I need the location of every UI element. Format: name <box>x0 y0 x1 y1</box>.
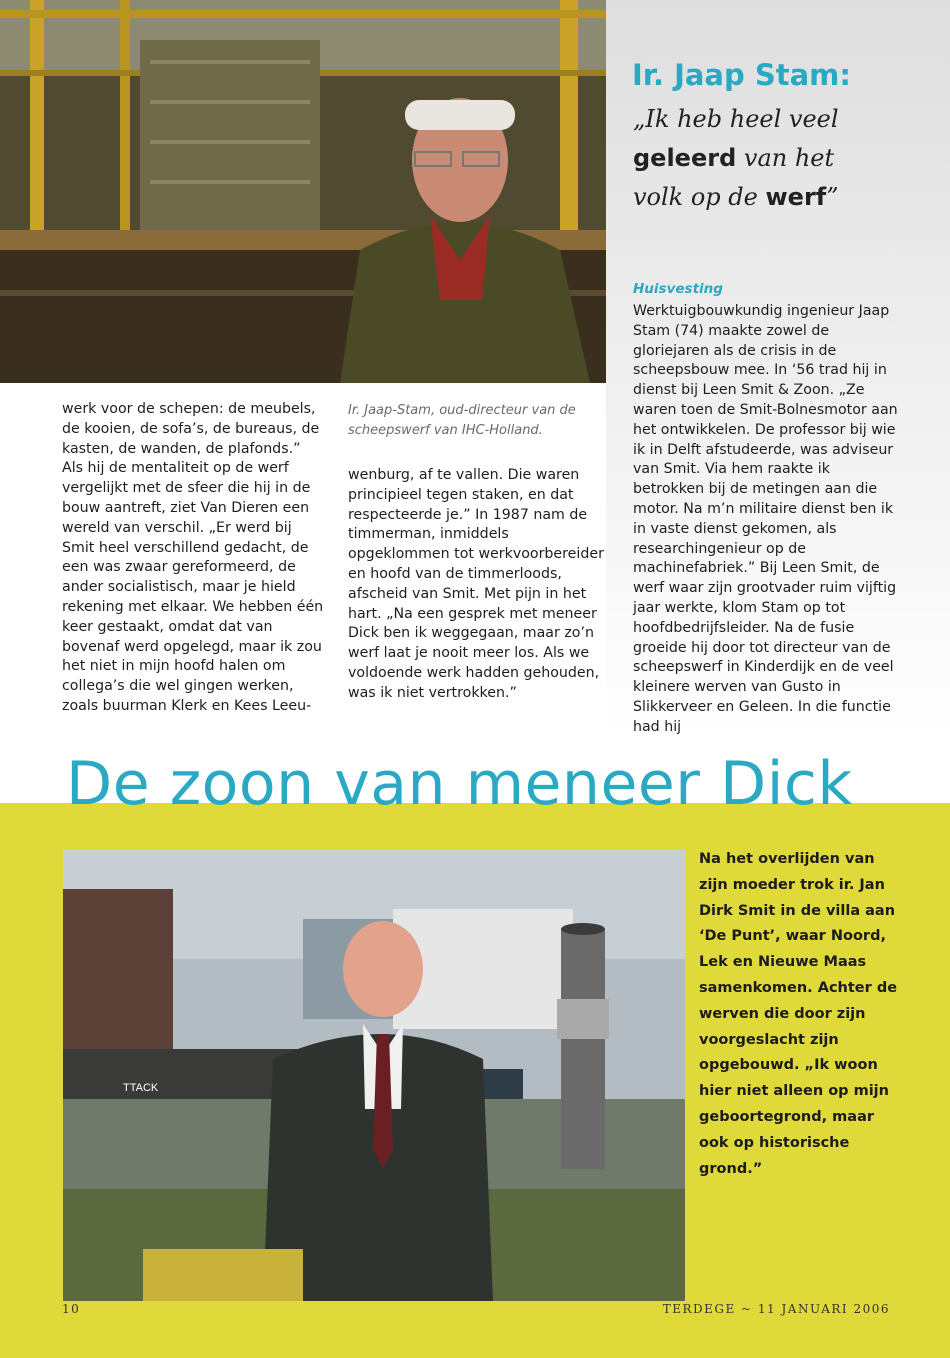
quote-emphasis: geleerd <box>633 144 737 172</box>
quote-text: ” <box>826 183 839 211</box>
article-column-2 <box>348 466 610 704</box>
article-column-3 <box>633 302 903 738</box>
quote-line <box>633 139 933 178</box>
quote-line <box>633 100 933 139</box>
boat-name-label: TTACK <box>123 1082 159 1094</box>
section-headline: De zoon van meneer Dick <box>66 749 853 819</box>
harbour-photo <box>63 849 685 1301</box>
shipyard-photo <box>0 0 606 383</box>
page-number: 10 <box>62 1302 81 1316</box>
column-text: werk voor de schepen: de meubels, de kooien, de sofa’s, de bureaus, de kasten, de wanden, de plafonds.” Als hij de mentaliteit op de werf vergelijkt met de sfeer die hij in de bouw aantreft, ziet Van Dieren een wereld van verschil. „Er werd bij Smit heel verschillend gedacht, de een was zwaar gereformeerd, de ander socialistisch, maar je hield rekening met elkaar. We hebben één keer gestaakt, omdat dat van bovenaf werd opgelegd, maar ik zou het niet in mijn hoofd halen om collega’s die wel gingen werken, zoals buurman Klerk en Kees Leeu- <box>62 401 324 714</box>
publication-footer: TERDEGE ~ 11 JANUARI 2006 <box>662 1302 890 1316</box>
column-text: Werktuigbouwkundig ingenieur Jaap Stam (74) maakte zowel de gloriejaren als de crisis in de scheepsbouw mee. In ‘56 trad hij in dienst bij Leen Smit & Zoon. „Ze waren toen de Smit-Bolnesmotor aan het ontwikkelen. De professor bij wie ik in Delft afstudeerde, was adviseur van Smit. Via hem raakte ik betrokken bij de metingen aan die motor. Na m’n militaire dienst ben ik in vaste dienst gekomen, als researchingenieur op de machinefabriek.” Bij Leen Smit, de werf waar zijn grootvader ruim vijftig jaar werkte, klom Stam op tot hoofdbedrijfsleider. Na de fusie groeide hij door tot directeur van de scheepswerf in Kinderdijk en de veel kleinere werven van Gusto in Slikkerveer en Geleen. In die functie had hij <box>633 303 898 735</box>
article-title-name: Ir. Jaap Stam: <box>632 58 851 92</box>
sidebar-intro: Na het overlijden van zijn moeder trok ir. Jan Dirk Smit in de villa aan ‘De Punt’, waar Noord, Lek en Nieuwe Maas samenkomen. Achter de werven die door zijn voorgeslacht zijn opgebouwd. „Ik woon hier niet alleen op mijn geboortegrond, maar ook op historische grond.” <box>699 851 898 1177</box>
photo-caption: Ir. Jaap-Stam, oud-directeur van de scheepswerf van IHC-Holland. <box>348 403 576 438</box>
article-column-1 <box>62 400 324 717</box>
quote-text: van het <box>736 144 835 172</box>
pull-quote <box>633 100 933 217</box>
quote-emphasis: werf <box>765 183 827 211</box>
quote-text: volk op de <box>633 183 766 211</box>
quote-text: „Ik heb heel veel <box>633 105 839 133</box>
quote-line <box>633 178 933 217</box>
column-text: wenburg, af te vallen. Die waren principieel tegen staken, en dat respecteerde je.” In 1987 nam de timmerman, inmiddels opgeklommen tot werkvoorbereider en hoofd van de timmerloods, afscheid van Smit. Met pijn in het hart. „Na een gesprek met meneer Dick ben ik weggegaan, maar zo’n werf laat je nooit meer los. Als we voldoende werk hadden gehouden, was ik niet vertrokken.” <box>348 467 604 701</box>
section-label: Huisvesting <box>633 281 723 297</box>
